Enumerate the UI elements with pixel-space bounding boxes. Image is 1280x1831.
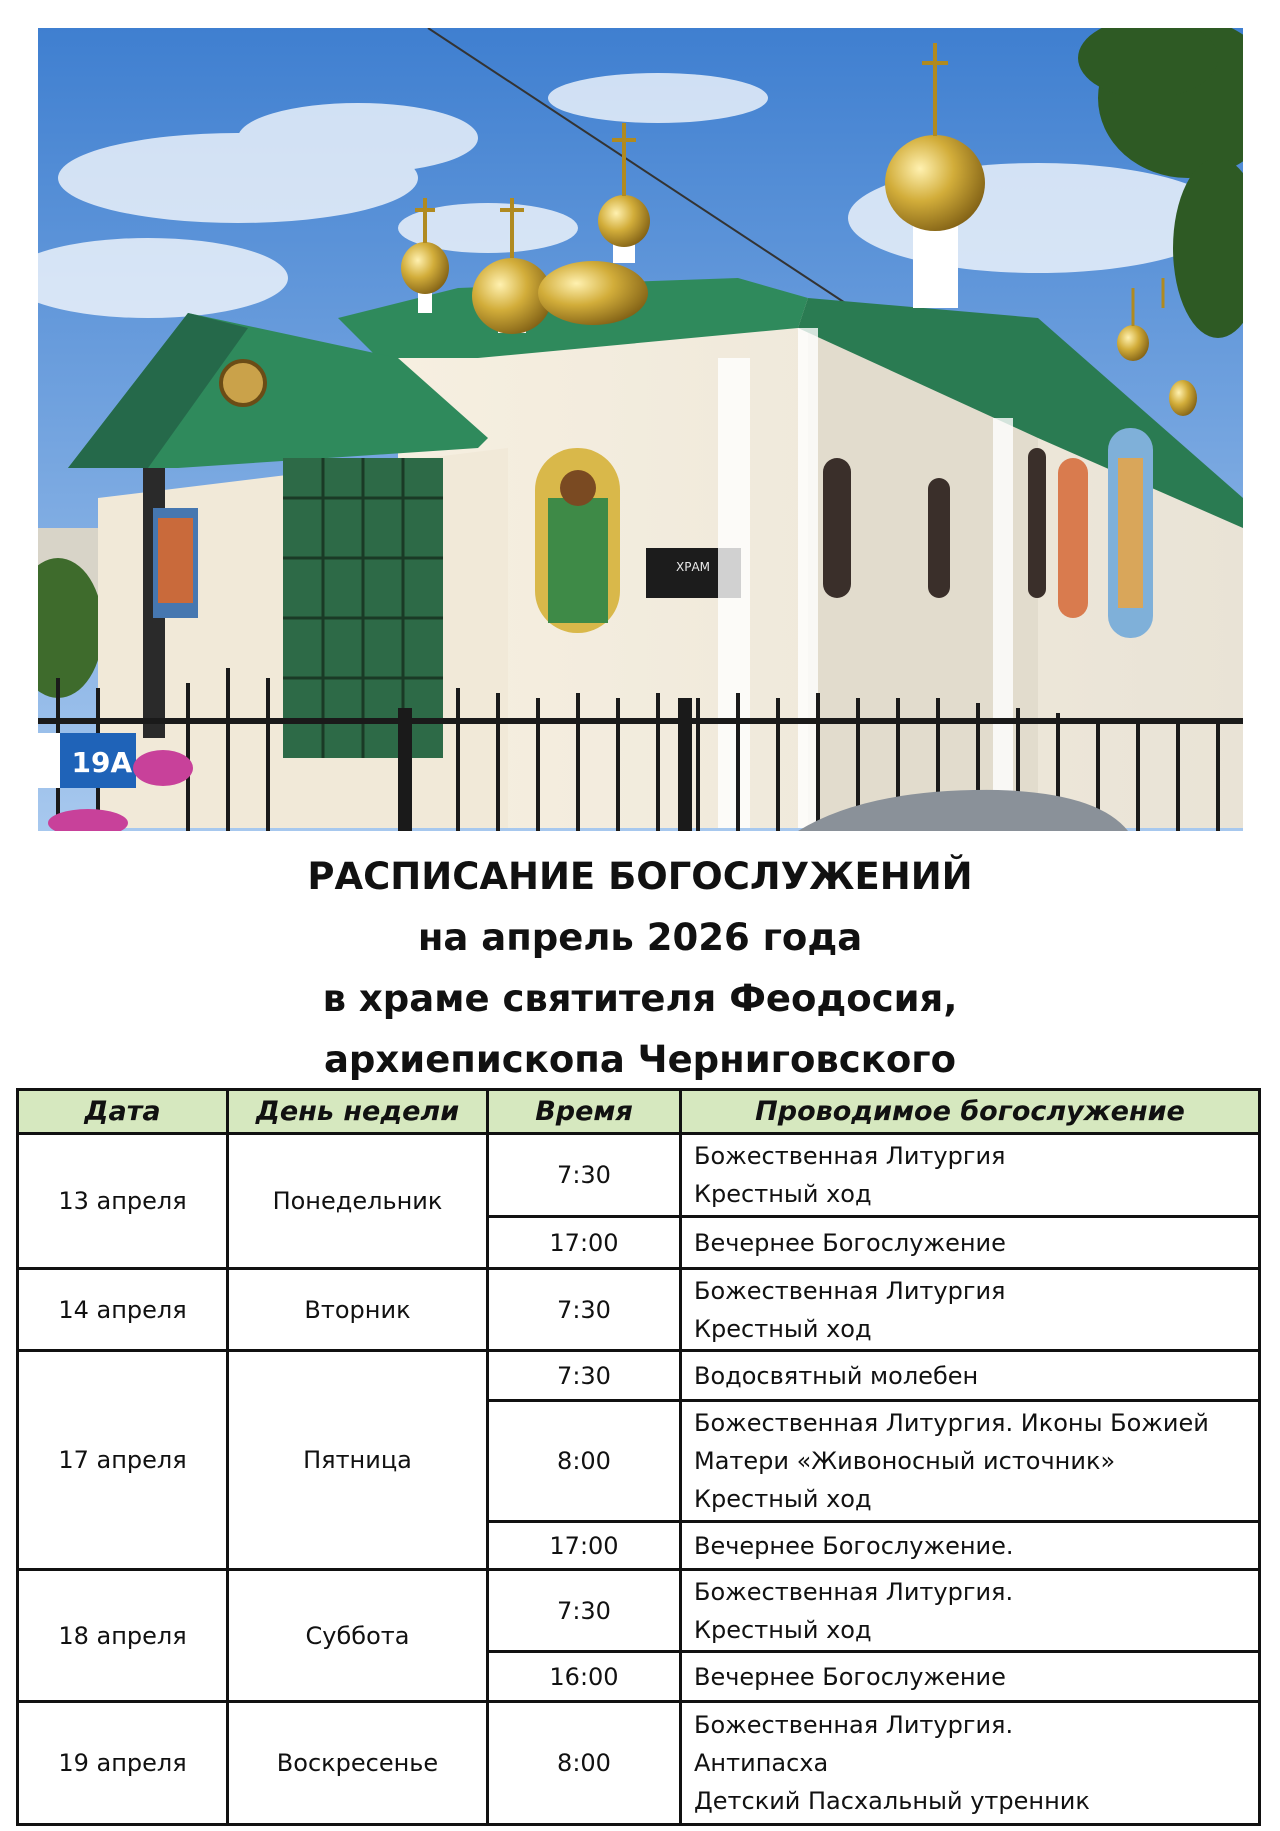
header-service: Проводимое богослужение (681, 1090, 1260, 1134)
time-cell: 17:00 (488, 1522, 681, 1570)
schedule-heading (0, 846, 1280, 1090)
house-number: я 19А (43, 746, 133, 779)
service-line: Матери «Живоносный источник» (694, 1447, 1116, 1475)
heading-line-2: на апрель 2026 года (417, 916, 863, 959)
service-cell (681, 1217, 1260, 1269)
weekday-cell: Суббота (228, 1570, 488, 1702)
time-cell: 16:00 (488, 1652, 681, 1702)
service-cell (681, 1401, 1260, 1522)
header-time: Время (488, 1090, 681, 1134)
service-cell (681, 1351, 1260, 1401)
service-line: Вечернее Богослужение (694, 1662, 1006, 1691)
service-line: Божественная Литургия. Иконы Божией (694, 1409, 1209, 1437)
church-photo (38, 28, 1243, 831)
date-cell: 18 апреля (18, 1570, 228, 1702)
time-cell: 7:30 (488, 1134, 681, 1217)
table-row (18, 1702, 1260, 1825)
service-line: Крестный ход (694, 1485, 872, 1513)
service-line: Водосвятный молебен (694, 1361, 979, 1390)
header-weekday: День недели (228, 1090, 488, 1134)
heading-line-4: архиепископа Черниговского (323, 1038, 957, 1081)
header-date: Дата (18, 1090, 228, 1134)
service-cell (681, 1702, 1260, 1825)
service-line: Божественная Литургия (694, 1142, 1006, 1170)
table-row (18, 1134, 1260, 1217)
plaque-title: ХРАМ (675, 560, 711, 574)
service-cell (681, 1134, 1260, 1217)
weekday-cell: Воскресенье (228, 1702, 488, 1825)
heading-line-3: в храме святителя Феодосия, (322, 977, 958, 1020)
table-row (18, 1570, 1260, 1652)
service-line: Крестный ход (694, 1314, 872, 1343)
service-line: Антипасха (694, 1749, 829, 1777)
time-cell: 8:00 (488, 1702, 681, 1825)
service-line: Крестный ход (694, 1180, 872, 1208)
service-line: Вечернее Богослужение. (694, 1531, 1014, 1560)
service-line: Вечернее Богослужение (694, 1228, 1006, 1257)
service-line: Крестный ход (694, 1615, 872, 1644)
date-cell: 19 апреля (18, 1702, 228, 1825)
time-cell: 7:30 (488, 1351, 681, 1401)
date-cell: 14 апреля (18, 1269, 228, 1351)
service-cell (681, 1570, 1260, 1652)
table-header-row (18, 1090, 1260, 1134)
date-cell: 13 апреля (18, 1134, 228, 1269)
time-cell: 7:30 (488, 1269, 681, 1351)
heading-line-1: РАСПИСАНИЕ БОГОСЛУЖЕНИЙ (307, 855, 973, 898)
weekday-cell: Вторник (228, 1269, 488, 1351)
service-line: Божественная Литургия. (694, 1711, 1014, 1739)
service-line: Божественная Литургия. (694, 1577, 1014, 1606)
service-cell (681, 1269, 1260, 1351)
table-row (18, 1269, 1260, 1351)
service-cell (681, 1522, 1260, 1570)
service-cell (681, 1652, 1260, 1702)
date-cell: 17 апреля (18, 1351, 228, 1570)
weekday-cell: Понедельник (228, 1134, 488, 1269)
time-cell: 17:00 (488, 1217, 681, 1269)
time-cell: 7:30 (488, 1570, 681, 1652)
table-row (18, 1351, 1260, 1401)
time-cell: 8:00 (488, 1401, 681, 1522)
service-line: Детский Пасхальный утренник (694, 1787, 1090, 1815)
schedule-table (16, 1088, 1261, 1826)
weekday-cell: Пятница (228, 1351, 488, 1570)
service-line: Божественная Литургия (694, 1276, 1006, 1305)
